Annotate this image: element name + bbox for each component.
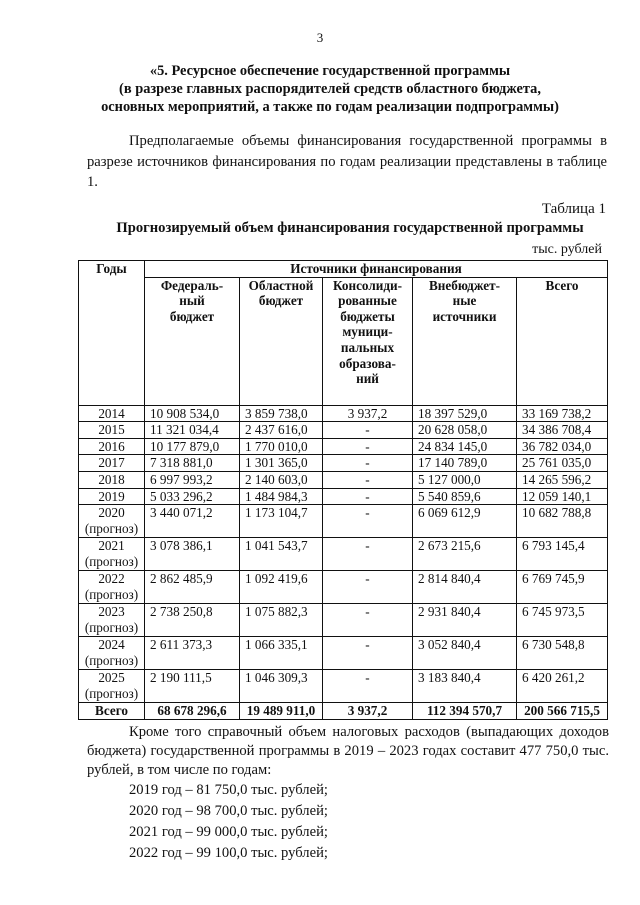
year-amount-line: 2020 год – 98 700,0 тыс. рублей; bbox=[129, 803, 328, 819]
cell-total: 6 730 548,8 bbox=[517, 637, 608, 670]
cell-regional: 1 092 419,6 bbox=[240, 571, 323, 604]
cell-extra: 3 183 840,4 bbox=[413, 670, 517, 703]
year-cell bbox=[79, 505, 145, 538]
cell-federal: 2 611 373,3 bbox=[145, 637, 240, 670]
year-cell bbox=[79, 455, 145, 472]
cell-federal: 3 078 386,1 bbox=[145, 538, 240, 571]
cell-regional: 2 437 616,0 bbox=[240, 422, 323, 439]
cell-total: 36 782 034,0 bbox=[517, 438, 608, 455]
cell-regional: 1 075 882,3 bbox=[240, 604, 323, 637]
total-regional: 19 489 911,0 bbox=[240, 703, 323, 720]
tax-expenditure-paragraph: Кроме того справочный объем налоговых расходов (выпадающих доходов бюджета) государственной программы в 2019 – 2023 годах составит 477 750,0 тыс. рублей, в том числе по годам: bbox=[87, 724, 609, 778]
cell-total: 25 761 035,0 bbox=[517, 455, 608, 472]
year-cell bbox=[79, 571, 145, 604]
intro-text: Предполагаемые объемы финансирования государственной программы в разрезе источников финансирования по годам реализации представлены в таблице 1. bbox=[87, 133, 607, 190]
cell-municipal: 3 937,2 bbox=[323, 405, 413, 422]
cell-federal: 6 997 993,2 bbox=[145, 471, 240, 488]
table-row bbox=[79, 637, 608, 670]
heading-line-2: (в разрезе главных распорядителей средств областного бюджета, bbox=[119, 81, 541, 97]
year-cell bbox=[79, 422, 145, 439]
table-row bbox=[79, 538, 608, 571]
cell-regional: 1 041 543,7 bbox=[240, 538, 323, 571]
cell-total: 12 059 140,1 bbox=[517, 488, 608, 505]
total-municipal: 3 937,2 bbox=[323, 703, 413, 720]
forecast-note: (прогноз) bbox=[84, 586, 139, 602]
forecast-note: (прогноз) bbox=[84, 520, 139, 536]
year-value: 2019 bbox=[98, 488, 125, 504]
heading-line-3: основных мероприятий, а также по годам реализации подпрограммы) bbox=[101, 99, 559, 115]
cell-regional: 1 173 104,7 bbox=[240, 505, 323, 538]
after-text-block bbox=[87, 723, 609, 864]
cell-municipal: - bbox=[323, 637, 413, 670]
cell-municipal: - bbox=[323, 488, 413, 505]
cell-municipal: - bbox=[323, 670, 413, 703]
column-header: Консолиди- рованные бюджеты муници- пальных образова- ний bbox=[323, 277, 413, 405]
header-years: Годы bbox=[79, 261, 145, 406]
units-label: тыс. рублей bbox=[532, 242, 602, 257]
year-value: 2021 bbox=[98, 538, 125, 554]
cell-municipal: - bbox=[323, 455, 413, 472]
cell-regional: 3 859 738,0 bbox=[240, 405, 323, 422]
table-row bbox=[79, 505, 608, 538]
year-cell bbox=[79, 405, 145, 422]
year-cell bbox=[79, 670, 145, 703]
year-cell bbox=[79, 438, 145, 455]
table-row bbox=[79, 455, 608, 472]
forecast-note: (прогноз) bbox=[84, 553, 139, 569]
cell-regional: 2 140 603,0 bbox=[240, 471, 323, 488]
year-value: 2024 bbox=[98, 637, 125, 653]
cell-total: 10 682 788,8 bbox=[517, 505, 608, 538]
cell-extra: 2 931 840,4 bbox=[413, 604, 517, 637]
cell-federal: 5 033 296,2 bbox=[145, 488, 240, 505]
year-lines-list bbox=[87, 780, 609, 864]
year-value: 2020 bbox=[98, 505, 125, 521]
year-value: 2022 bbox=[98, 571, 125, 587]
year-amount-line: 2019 год – 81 750,0 тыс. рублей; bbox=[129, 782, 328, 798]
cell-total: 6 793 145,4 bbox=[517, 538, 608, 571]
table-row bbox=[79, 670, 608, 703]
year-cell bbox=[79, 538, 145, 571]
cell-federal: 2 738 250,8 bbox=[145, 604, 240, 637]
year-value: 2014 bbox=[98, 405, 125, 421]
cell-regional: 1 066 335,1 bbox=[240, 637, 323, 670]
cell-total: 6 420 261,2 bbox=[517, 670, 608, 703]
cell-extra: 5 127 000,0 bbox=[413, 471, 517, 488]
forecast-note: (прогноз) bbox=[84, 619, 139, 635]
cell-extra: 17 140 789,0 bbox=[413, 455, 517, 472]
forecast-note: (прогноз) bbox=[84, 652, 139, 668]
cell-federal: 10 908 534,0 bbox=[145, 405, 240, 422]
total-label: Всего bbox=[79, 703, 145, 720]
column-header: Всего bbox=[517, 277, 608, 405]
total-total: 200 566 715,5 bbox=[517, 703, 608, 720]
table-row bbox=[79, 438, 608, 455]
section-heading bbox=[60, 62, 600, 116]
cell-total: 6 745 973,5 bbox=[517, 604, 608, 637]
column-header: Областной бюджет bbox=[240, 277, 323, 405]
financing-table bbox=[78, 260, 608, 720]
table-row bbox=[79, 422, 608, 439]
cell-regional: 1 770 010,0 bbox=[240, 438, 323, 455]
page-number: 3 bbox=[316, 30, 324, 45]
cell-total: 34 386 708,4 bbox=[517, 422, 608, 439]
year-value: 2016 bbox=[98, 438, 125, 454]
cell-total: 14 265 596,2 bbox=[517, 471, 608, 488]
cell-municipal: - bbox=[323, 538, 413, 571]
cell-municipal: - bbox=[323, 422, 413, 439]
year-value: 2015 bbox=[98, 422, 125, 438]
year-value: 2017 bbox=[98, 455, 125, 471]
cell-municipal: - bbox=[323, 438, 413, 455]
table-row bbox=[79, 604, 608, 637]
year-amount-line: 2022 год – 99 100,0 тыс. рублей; bbox=[129, 845, 328, 861]
year-cell bbox=[79, 604, 145, 637]
total-extra: 112 394 570,7 bbox=[413, 703, 517, 720]
cell-extra: 5 540 859,6 bbox=[413, 488, 517, 505]
heading-line-1: «5. Ресурсное обеспечение государственной программы bbox=[149, 63, 511, 79]
table-row bbox=[79, 405, 608, 422]
year-value: 2018 bbox=[98, 471, 125, 487]
cell-federal: 2 190 111,5 bbox=[145, 670, 240, 703]
column-header: Федераль- ный бюджет bbox=[145, 277, 240, 405]
cell-extra: 24 834 145,0 bbox=[413, 438, 517, 455]
cell-extra: 18 397 529,0 bbox=[413, 405, 517, 422]
cell-municipal: - bbox=[323, 604, 413, 637]
cell-regional: 1 484 984,3 bbox=[240, 488, 323, 505]
cell-regional: 1 301 365,0 bbox=[240, 455, 323, 472]
cell-federal: 11 321 034,4 bbox=[145, 422, 240, 439]
table-row bbox=[79, 571, 608, 604]
cell-total: 33 169 738,2 bbox=[517, 405, 608, 422]
cell-regional: 1 046 309,3 bbox=[240, 670, 323, 703]
cell-extra: 2 673 215,6 bbox=[413, 538, 517, 571]
cell-extra: 2 814 840,4 bbox=[413, 571, 517, 604]
total-federal: 68 678 296,6 bbox=[145, 703, 240, 720]
intro-paragraph bbox=[87, 131, 607, 193]
table-row bbox=[79, 488, 608, 505]
cell-municipal: - bbox=[323, 471, 413, 488]
forecast-note: (прогноз) bbox=[84, 685, 139, 701]
cell-extra: 6 069 612,9 bbox=[413, 505, 517, 538]
cell-federal: 3 440 071,2 bbox=[145, 505, 240, 538]
column-header: Внебюджет- ные источники bbox=[413, 277, 517, 405]
year-cell bbox=[79, 488, 145, 505]
cell-extra: 3 052 840,4 bbox=[413, 637, 517, 670]
cell-total: 6 769 745,9 bbox=[517, 571, 608, 604]
year-value: 2025 bbox=[98, 670, 125, 686]
table-title: Прогнозируемый объем финансирования государственной программы bbox=[116, 220, 584, 236]
cell-municipal: - bbox=[323, 571, 413, 604]
year-amount-line: 2021 год – 99 000,0 тыс. рублей; bbox=[129, 824, 328, 840]
year-value: 2023 bbox=[98, 604, 125, 620]
cell-federal: 10 177 879,0 bbox=[145, 438, 240, 455]
table-row bbox=[79, 471, 608, 488]
header-sources: Источники финансирования bbox=[145, 261, 608, 278]
cell-municipal: - bbox=[323, 505, 413, 538]
year-cell bbox=[79, 471, 145, 488]
cell-federal: 7 318 881,0 bbox=[145, 455, 240, 472]
cell-federal: 2 862 485,9 bbox=[145, 571, 240, 604]
cell-extra: 20 628 058,0 bbox=[413, 422, 517, 439]
table-label: Таблица 1 bbox=[541, 201, 606, 217]
total-row bbox=[79, 703, 608, 720]
year-cell bbox=[79, 637, 145, 670]
